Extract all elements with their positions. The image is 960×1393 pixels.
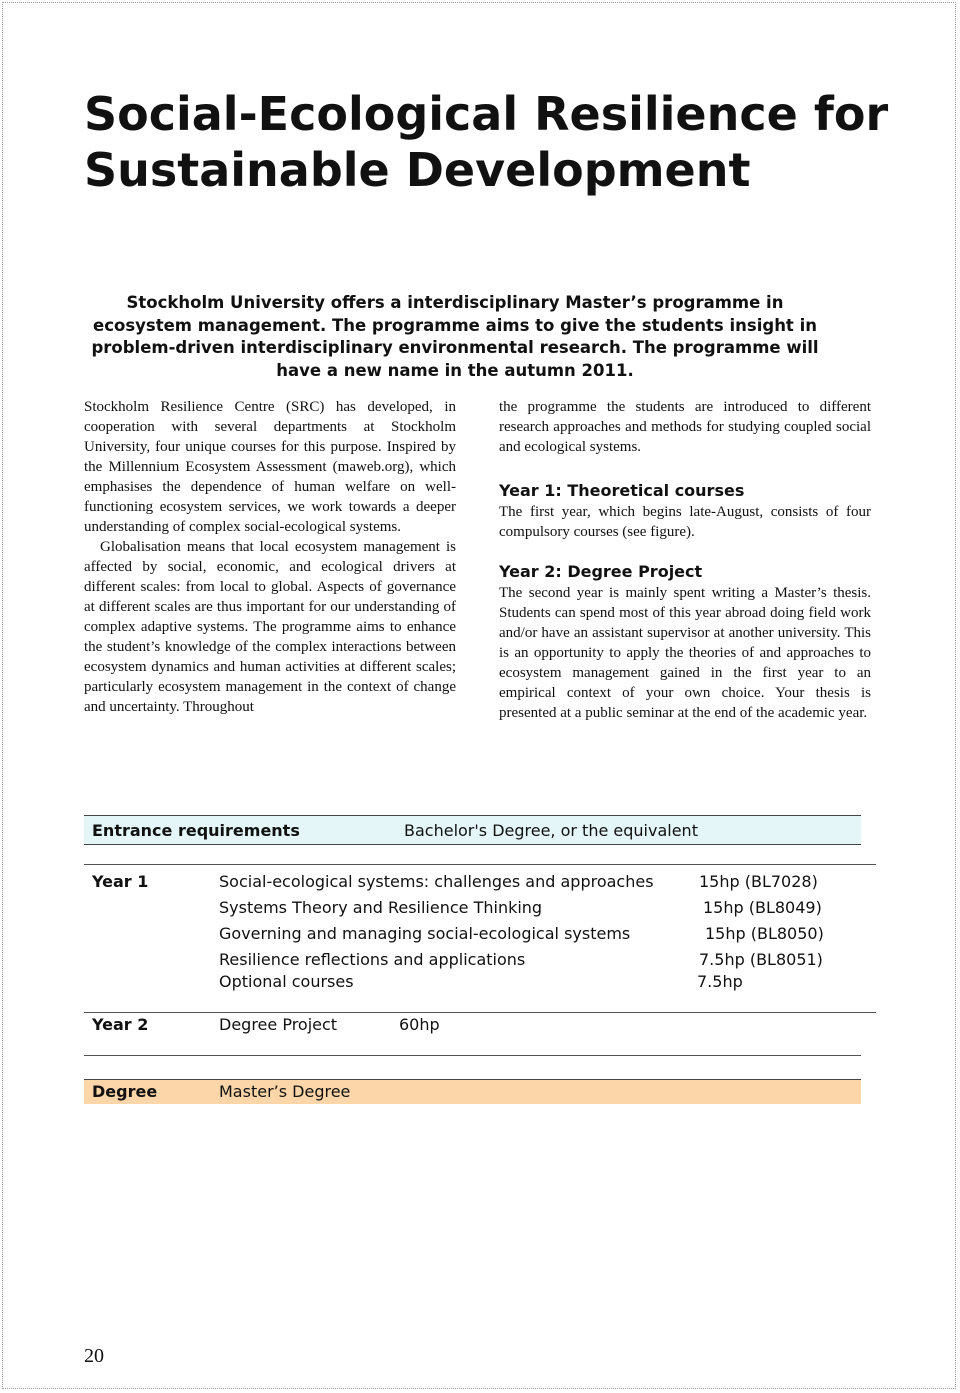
left-paragraph-2: Globalisation means that local ecosystem management is affected by social, economic, and ecological drivers at different scales: from local to global. Aspects of governance at different scales are thus important for our understanding of complex adaptive systems. The programme aims to enhance the student’s knowledge of the complex interactions between ecosystem dynamics and human activities at different scales; particularly ecosystem management in the context of change and uncertainty. Throughout: [84, 539, 456, 715]
course-credits: 7.5hp: [697, 972, 743, 991]
left-column: [84, 397, 456, 717]
degree-project-course: Degree Project: [219, 1015, 338, 1034]
year2-top-rule: [84, 1012, 876, 1013]
right-column: [499, 397, 871, 723]
year2-text: The second year is mainly spent writing a Master’s thesis. Students can spend most of this year abroad doing field work and/or have an assistant supervisor at another university. This is an opportunity to apply the theories of and approaches to ecosystem management gained in the first year to an empirical context of your own choice. Your thesis is presented at a public seminar at the end of the academic year.: [499, 585, 871, 721]
page-title: [84, 86, 924, 198]
year1-heading: Year 1: Theoretical courses: [499, 481, 745, 500]
degree-label: Degree: [92, 1082, 158, 1101]
course-credits: 15hp (BL7028): [699, 872, 818, 891]
page-title-line-2: Sustainable Development: [84, 143, 751, 197]
course-name: Systems Theory and Resilience Thinking: [219, 898, 543, 917]
entrance-requirements-label: Entrance requirements: [92, 821, 300, 840]
course-name: Governing and managing social-ecological systems: [219, 924, 631, 943]
year2-bottom-rule: [84, 1055, 861, 1056]
year2-heading: Year 2: Degree Project: [499, 562, 703, 581]
course-name: Resilience reflections and applications: [219, 950, 526, 969]
course-name: Social-ecological systems: challenges and approaches: [219, 872, 654, 891]
degree-value: Master’s Degree: [219, 1082, 351, 1101]
page-number: 20: [84, 1345, 104, 1367]
entrance-requirements-value: Bachelor's Degree, or the equivalent: [404, 821, 698, 840]
year1-top-rule: [84, 864, 876, 865]
intro-paragraph: Stockholm University offers a interdisciplinary Master’s programme in ecosystem management. The programme aims to give the students insight in problem-driven interdisciplinary environmental research. The programme will have a new name in the autumn 2011.: [91, 293, 819, 380]
year2-label: Year 2: [92, 1015, 149, 1034]
year1-text: The first year, which begins late-August, consists of four compulsory courses (see figure).: [499, 504, 871, 540]
course-credits: 15hp (BL8050): [705, 924, 824, 943]
left-paragraph-1: Stockholm Resilience Centre (SRC) has developed, in cooperation with several departments at Stockholm University, four unique courses for this purpose. Inspired by the Millennium Ecosystem Assessment (maweb.org), which emphasises the dependence of human welfare on well-functioning ecosystem services, we work towards a deeper understanding of complex social-ecological systems.: [84, 399, 456, 535]
course-credits: 7.5hp (BL8051): [699, 950, 823, 969]
entrance-requirements-row: [84, 815, 861, 845]
page-title-line-1: Social-Ecological Resilience for: [84, 87, 889, 141]
degree-row: [84, 1079, 861, 1104]
course-name: Optional courses: [219, 972, 354, 991]
year1-label: Year 1: [92, 872, 149, 891]
right-paragraph-1: the programme the students are introduced to different research approaches and methods for studying coupled social and ecological systems.: [499, 399, 871, 455]
degree-project-credits: 60hp: [399, 1015, 440, 1034]
course-credits: 15hp (BL8049): [703, 898, 822, 917]
